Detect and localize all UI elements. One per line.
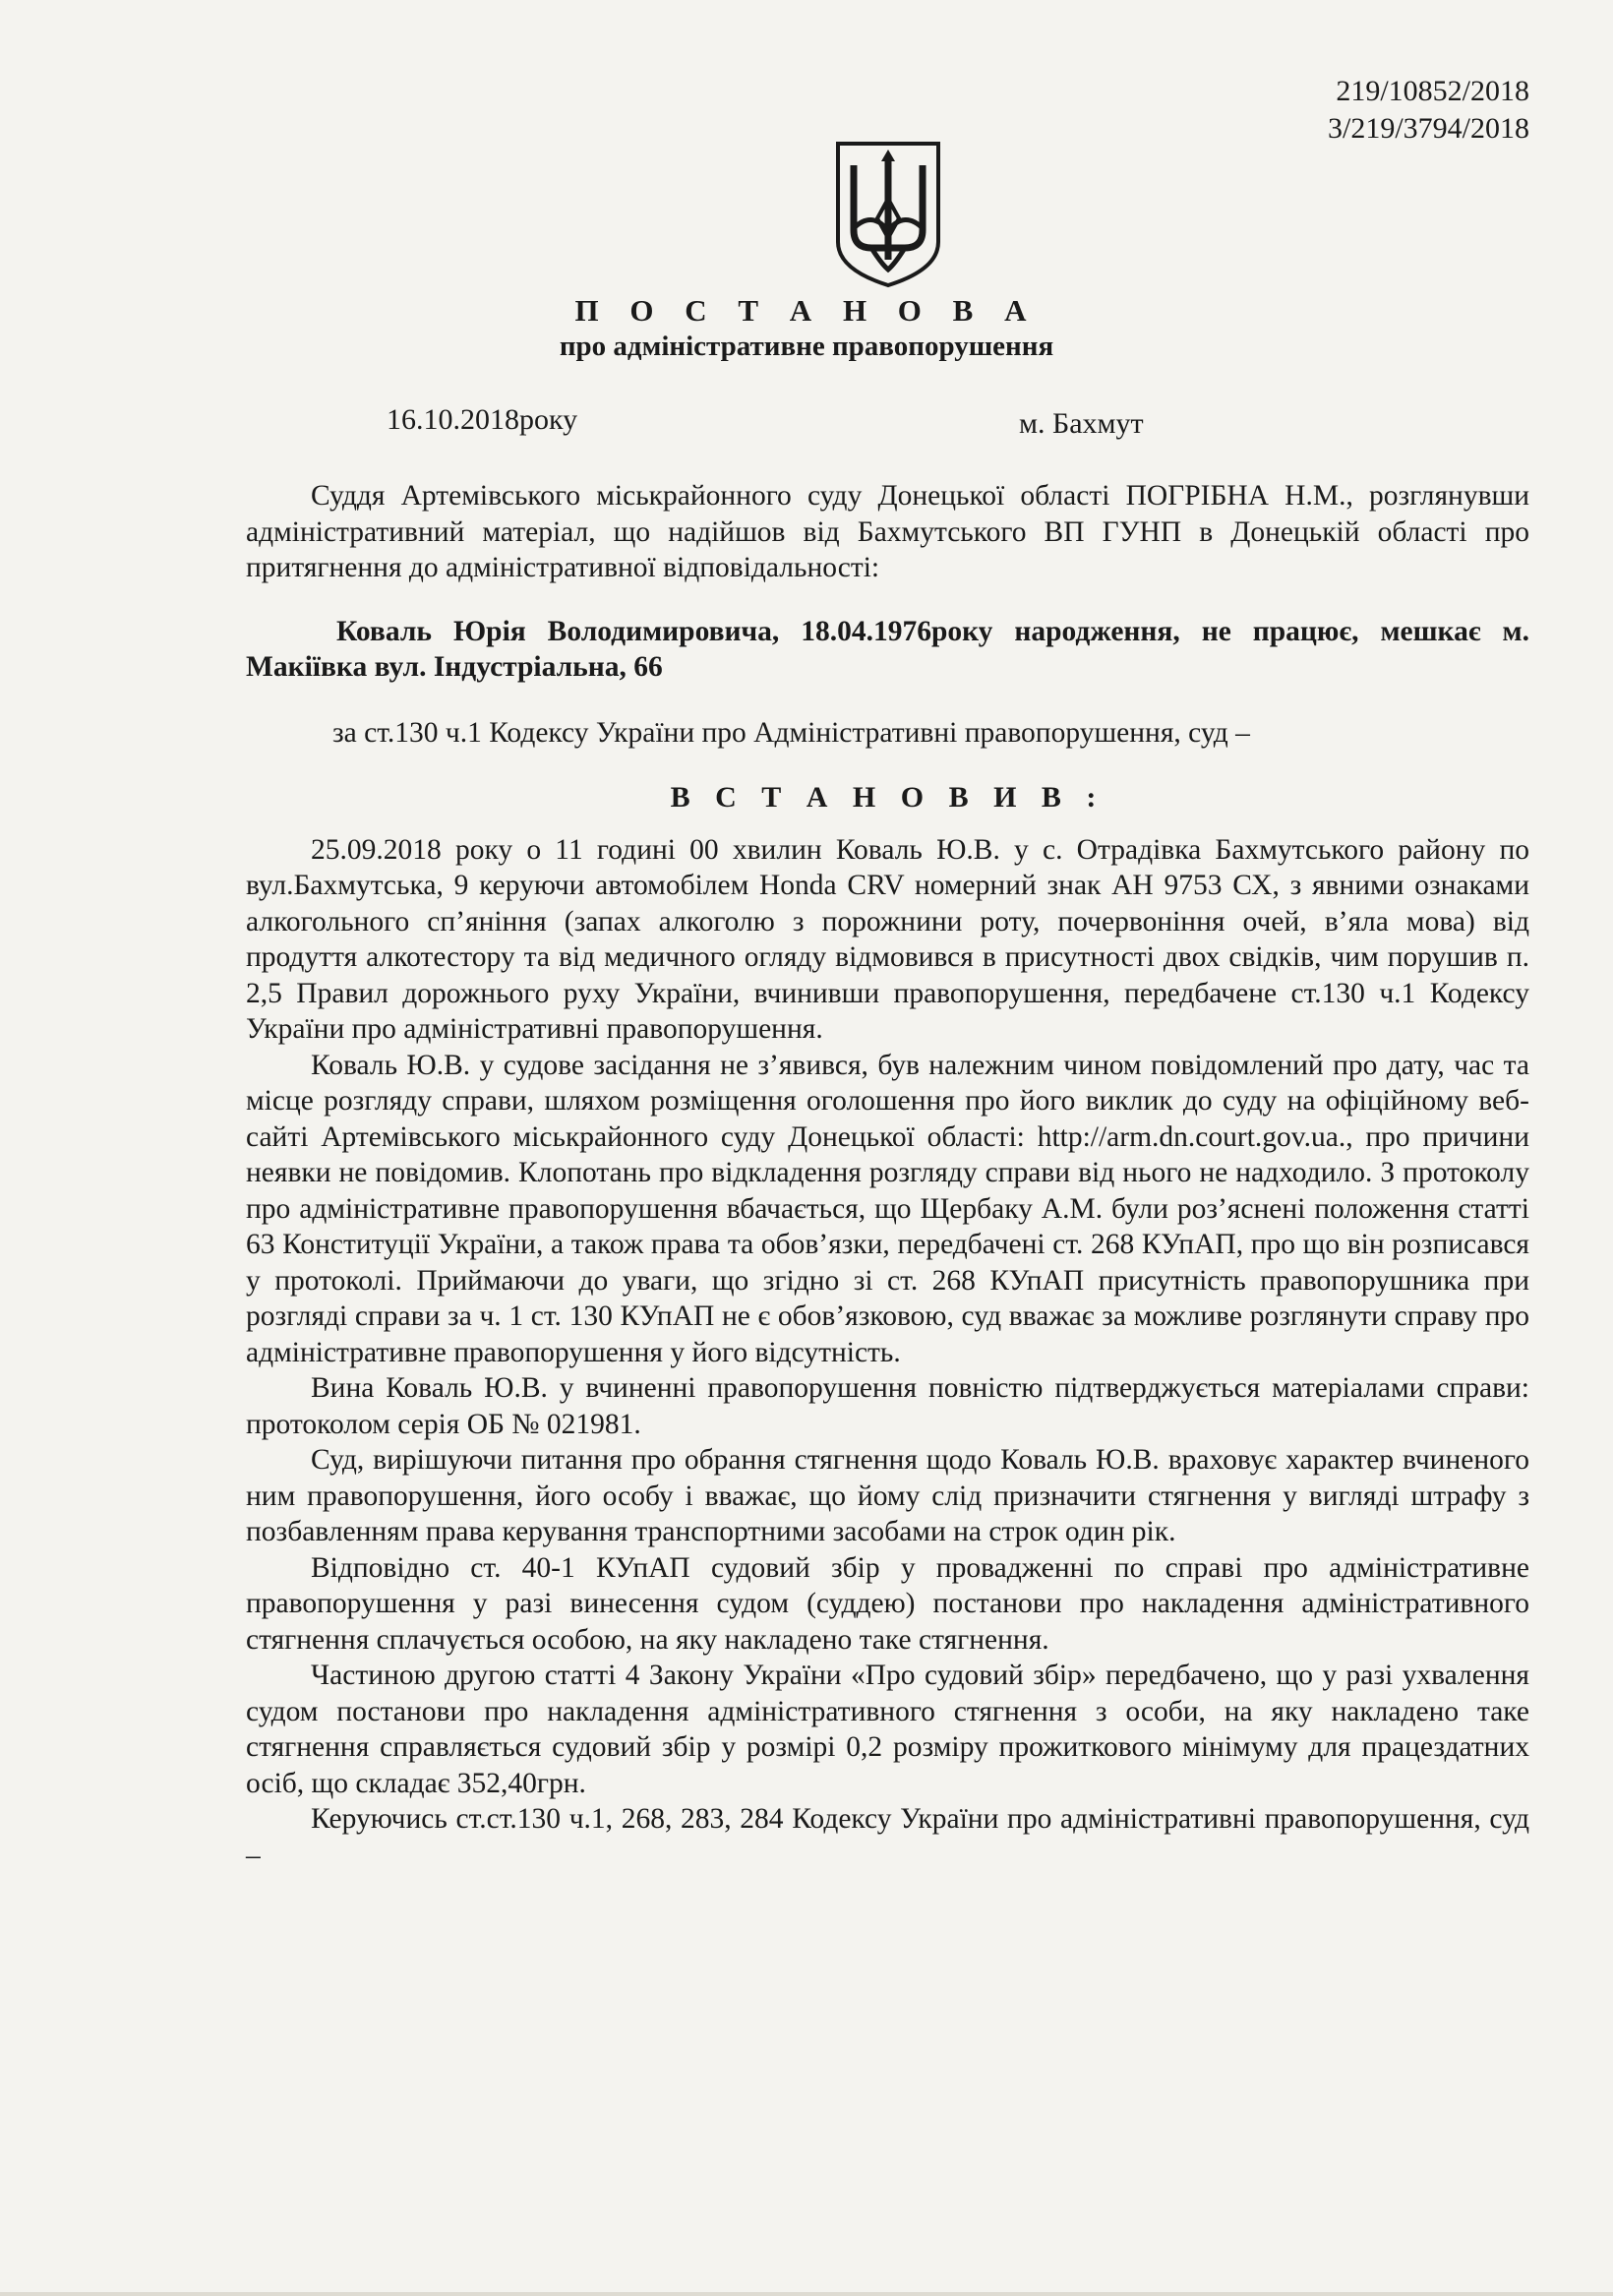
body-paragraph: Керуючись ст.ст.130 ч.1, 268, 283, 284 Кодексу України про адміністративні правопорушення, суд – [246, 1803, 1529, 1871]
body-paragraph: 25.09.2018 року о 11 годині 00 хвилин Коваль Ю.В. у с. Отрадівка Бахмутського району по вул.Бахмутська, 9 керуючи автомобілем Honda CRV номерний знак АН 9753 СХ, з явними ознаками алкогольного сп’яніння (запах алкоголю з порожнини роту, почервоніння очей, в’яла мова) від продуття алкотестору та від медичного огляду відмовився в присутності двох свідків, чим порушив п. 2,5 Правил дорожнього руху України, вчинивши правопорушення, передбачене ст.130 ч.1 Кодексу України про адміністративні правопорушення. [246, 833, 1529, 1045]
document-title: П О С Т А Н О В А [574, 293, 1039, 328]
body-paragraph: Вина Коваль Ю.В. у вчиненні правопорушення повністю підтверджується матеріалами справи: протоколом серія ОБ № 021981. [246, 1372, 1529, 1440]
established-heading: В С Т А Н О В И В : [670, 781, 1105, 814]
defendant-details: Коваль Юрія Володимировича, 18.04.1976року народження, не працює, мешкає м. Макіївка вул. Індустріальна, 66 [246, 615, 1529, 683]
case-number-secondary: 3/219/3794/2018 [1327, 112, 1529, 145]
article-reference: за ст.130 ч.1 Кодексу України про Адміністративні правопорушення, суд – [332, 716, 1250, 749]
body-paragraph: Коваль Ю.В. у судове засідання не з’явився, був належним чином повідомлений про дату, час та місце розгляду справи, шляхом розміщення оголошення про його виклик до суду на офіційному веб-сайті Артемівського міськрайонного суду Донецької області: http://arm.dn.court.gov.ua., про причини неявки не повідомив. Клопотань про відкладення розгляду справи від нього не надходило. З протоколу про адміністративне правопорушення вбачається, що Щербаку А.М. були роз’яснені положення статті 63 Конституції України, а також права та обов’язки, передбачені ст. 268 КУпАП, про що він розписався у протоколі. Приймаючи до уваги, що згідно зі ст. 268 КУпАП присутність правопорушника при розгляді справи за ч. 1 ст. 130 КУпАП не є обов’язковою, суд вважає за можливе розглянути справу про адміністративне правопорушення у його відсутність. [246, 1049, 1529, 1368]
document-city: м. Бахмут [1019, 407, 1144, 440]
document-body [246, 478, 1529, 1873]
case-numbers [1328, 73, 1529, 148]
document-date: 16.10.2018року [387, 403, 578, 436]
case-number-primary: 219/10852/2018 [1336, 75, 1529, 107]
trident-coat-of-arms-icon [832, 140, 944, 289]
body-paragraph: Частиною другою статті 4 Закону України «Про судовий збір» передбачено, що у разі ухвалення судом постанови про накладення адміністративного стягнення з особи, на яку накладено таке стягнення справляється судовий збір у розмірі 0,2 розміру прожиткового мінімуму для працездатних осіб, що складає 352,40грн. [246, 1660, 1529, 1799]
document-subtitle: про адміністративне правопорушення [559, 331, 1054, 362]
intro-paragraph: Суддя Артемівського міськрайонного суду Донецької області ПОГРІБНА Н.М., розглянувши адміністративний матеріал, що надійшов від Бахмутського ВП ГУНП в Донецькій області про притягнення до адміністративної відповідальності: [246, 480, 1529, 583]
page-bottom-edge [0, 2292, 1613, 2296]
body-paragraph: Відповідно ст. 40-1 КУпАП судовий збір у провадженні по справі про адміністративне правопорушення у разі винесення судом (суддею) постанови про накладення адміністративного стягнення сплачується особою, на яку накладено таке стягнення. [246, 1551, 1529, 1656]
body-paragraph: Суд, вирішуючи питання про обрання стягнення щодо Коваль Ю.В. враховує характер вчиненого ним правопорушення, його особу і вважає, що йому слід призначити стягнення у вигляді штрафу з позбавленням права керування транспортними засобами на строк один рік. [246, 1444, 1529, 1547]
